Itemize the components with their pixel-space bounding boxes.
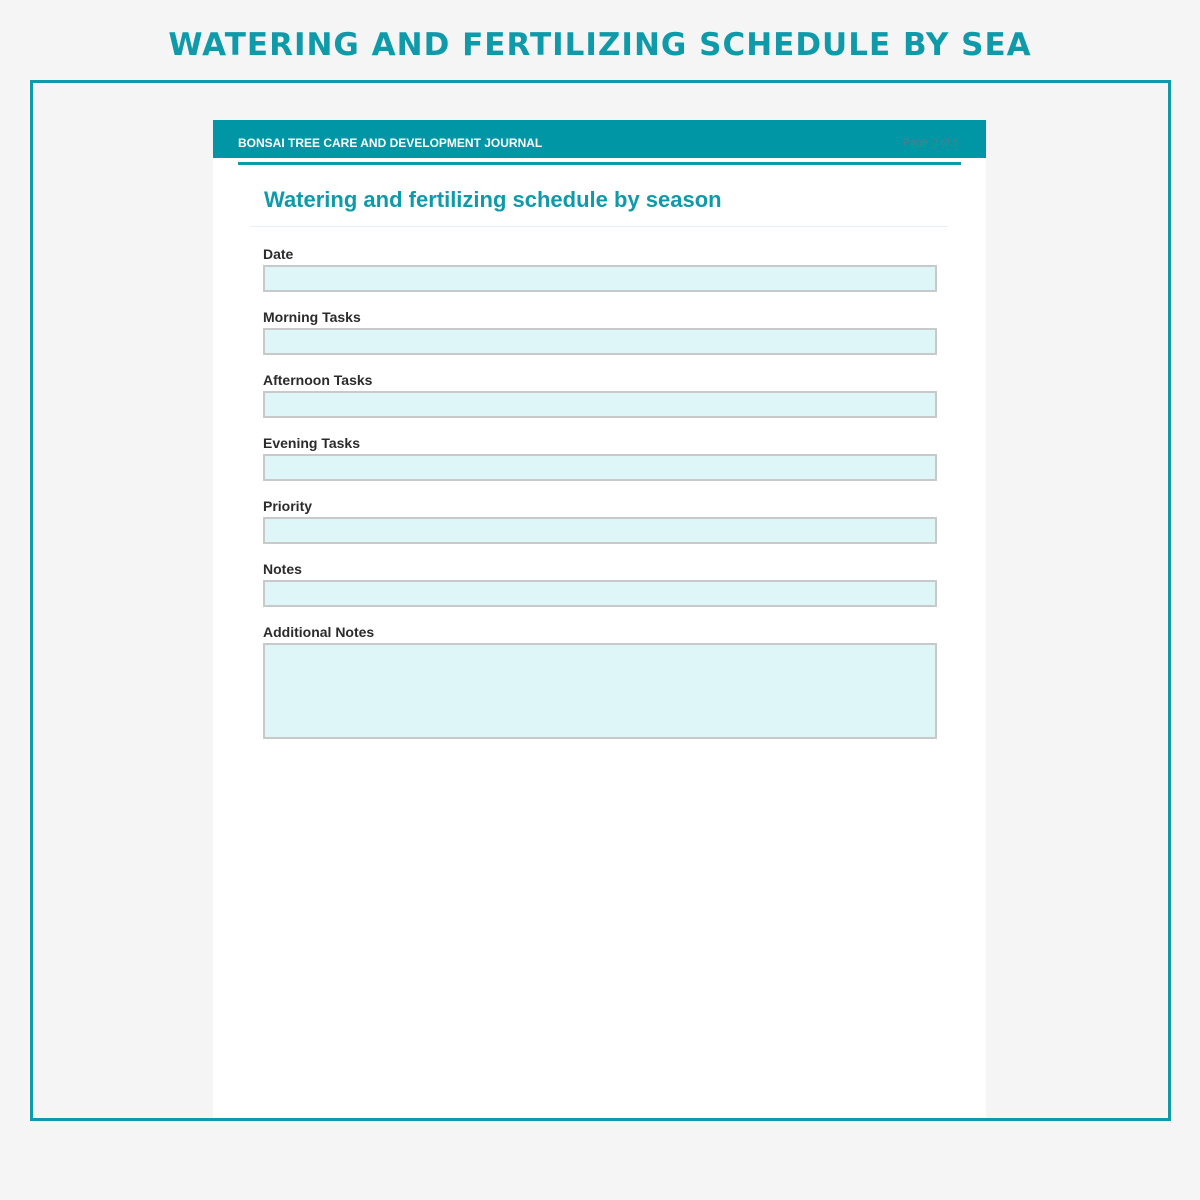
header-divider (238, 162, 961, 165)
journal-header-bar (213, 120, 986, 158)
journal-name: BONSAI TREE CARE AND DEVELOPMENT JOURNAL (238, 136, 543, 150)
evening-tasks-input[interactable] (263, 454, 937, 481)
notes-field-group (263, 561, 937, 607)
additional-notes-label: Additional Notes (263, 624, 375, 640)
date-input[interactable] (263, 265, 937, 292)
priority-input[interactable] (263, 517, 937, 544)
document-frame (30, 80, 1171, 1121)
priority-field-group (263, 498, 937, 544)
notes-input[interactable] (263, 580, 937, 607)
journal-page (213, 120, 986, 1120)
title-divider (251, 226, 948, 227)
date-field-group (263, 246, 937, 292)
notes-label: Notes (263, 561, 302, 577)
additional-notes-field-group (263, 624, 937, 739)
section-title: Watering and fertilizing schedule by season (264, 187, 722, 212)
page-number: Page 2 of 5 (902, 137, 959, 149)
page-banner-title: WATERING AND FERTILIZING SCHEDULE BY SEA (168, 27, 1032, 63)
afternoon-tasks-field-group (263, 372, 937, 418)
morning-tasks-input[interactable] (263, 328, 937, 355)
evening-tasks-label: Evening Tasks (263, 435, 361, 451)
afternoon-tasks-label: Afternoon Tasks (263, 372, 373, 388)
additional-notes-textarea[interactable] (263, 643, 937, 739)
date-label: Date (263, 246, 294, 262)
morning-tasks-label: Morning Tasks (263, 309, 361, 325)
priority-label: Priority (263, 498, 313, 514)
evening-tasks-field-group (263, 435, 937, 481)
afternoon-tasks-input[interactable] (263, 391, 937, 418)
morning-tasks-field-group (263, 309, 937, 355)
